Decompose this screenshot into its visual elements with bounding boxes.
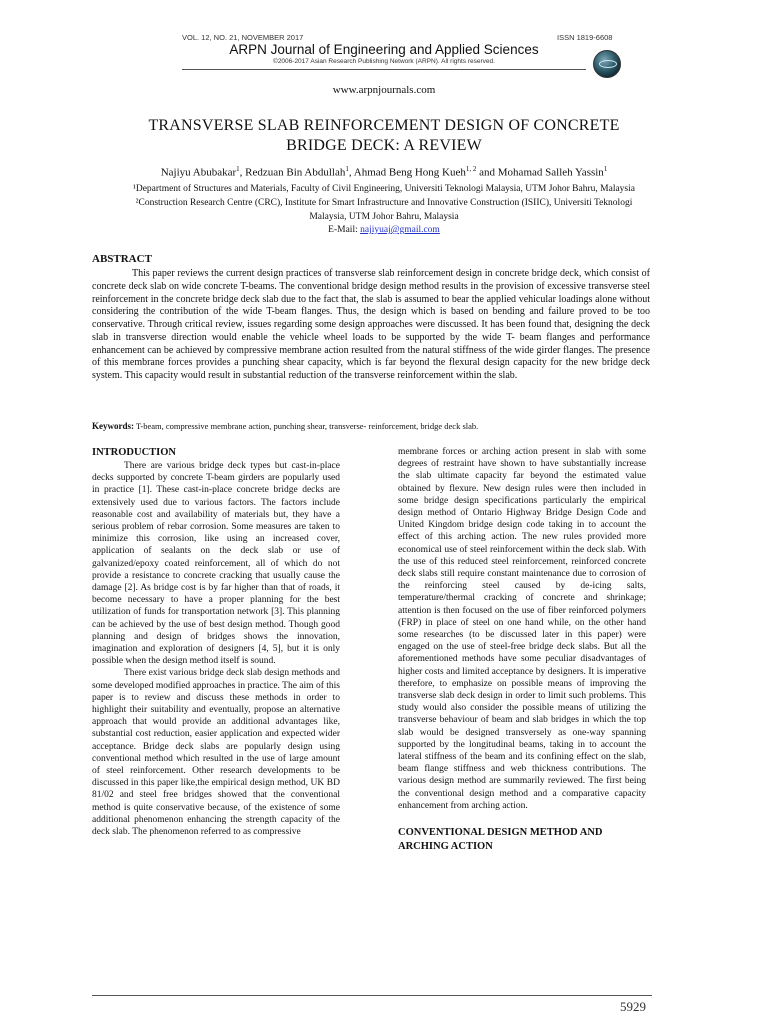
header-rule [182,69,586,70]
author-separator: , [348,166,354,179]
email-line [0,225,768,235]
email-label: E-Mail: [328,225,361,235]
section-heading-introduction: INTRODUCTION [92,447,177,458]
journal-logo-icon [593,50,621,78]
left-column [92,446,340,838]
section-heading-conventional [398,826,646,854]
author-name: Ahmad Beng Hong Kueh [353,166,466,179]
heading-line-1: CONVENTIONAL DESIGN METHOD AND [398,827,603,839]
author-separator: , [239,166,246,179]
author-affil-mark: 1, 2 [465,165,477,173]
abstract-body: This paper reviews the current design practices of transverse slab reinforcement design in concrete bridge deck, which consist of concrete deck slab on wide concrete T-beams. The conventional bridge design method results in the provision of excessive transverse steel reinforcement in the concrete bridge deck slab due to the fact that, the slab is assumed to bear the applied vehicular loadings alone without considering the contribution of the wide T-beam flanges. Thus, the design which is based on bending and failure proved to be too conservative. Through critical review, issues regarding some design approaches were discussed. It has been found that, designing the deck slab in transverse direction would enable the vehicle wheel loads to be supported by the wide T- beam flanges and performance enhancement can be achieved by compressive membrane action resulted from the natural stiffness of the wide girder flanges. The presence of this membrane forces provides a punching shear capacity, which is far beyond the flexural design capacity for the new bridge deck system. This capacity would result in substantial reduction of the transverse reinforcement within the slab. [92,268,650,381]
copyright-notice: ©2006-2017 Asian Research Publishing Network (ARPN). All rights reserved. [273,58,495,65]
paragraph: There are various bridge deck types but cast-in-place decks supported by concrete T-beam girders are popularly used in practice [1]. These cast-in-place concrete bridge decks are extensively used due to various factors. The factors include reasonable cost and availability of materials but, they have a serious problem of rebar corrosion. Some measures are taken to minimize this corrosion, like using an increased cover, application of sealants on the deck slab or use of galvanized/epoxy coated reinforcement, all of which do not provide a resistance to concrete cracking that usually cause the damage [2]. As bridge cost is by far higher than that of roads, it become necessary to have a proper planning for the best utilization of funds for transportation network [3]. This planning can be achieved by the use of best design method. Though good planning and design of bridges shows the innovation, imagination and exploration of designers [4, 5], but it is only possible when the design method itself is sound. [92,461,340,667]
footer-rule [92,995,652,996]
author-name: Mohamad Salleh Yassin [497,166,604,179]
paragraph: membrane forces or arching action present in slab with some degrees of restraint have shown to have substantially increase the slab ultimate capacity far beyond the estimated value obtained by flexure. New design rules were then included in some bridge design specifications particularly the empirical design method of Ontario Highway Bridge Design Code and United Kingdom bridge design code taking in to account the effect of this arching action. The new rules provided more economical use of steel reinforcement within the deck slab. With the use of this reduced steel reinforcement, reinforced concrete deck slabs still require constant maintenance due to corrosion of the reinforcing steel caused by de-icing salts, temperature/thermal cracking of concrete and shrinkage; attention is then focused on the use of fiber reinforced polymers (FRP) in place of steel on one hand while, on the other hand some researches (to be discussed later in this paper) were engaged on the use of steel-free bridge deck slabs. But all the aforementioned methods have some peculiar disadvantages of higher costs and limited acceptance by designers. It is imperative therefore, to emphasize on possible means of improving the transverse slab deck design in order to limit such problems. This study would also consider the possible means of utilizing the transverse behaviour of beam and slab bridges in which the top slab would be designed transversely as one-way spanning supported by the longitudinal beams, taking in to account the lateral stiffness of the beam and its confining effect on the slab, beam flange stiffness and web thickness contributions. The various design method are summarily reviewed. The first being the conventional design method and a comparative capacity enhancement from arching action. [398,447,646,811]
issn: ISSN 1819-6608 [557,33,613,42]
email-link[interactable]: najiyuaj@gmail.com [360,225,440,235]
keywords-list: T-beam, compressive membrane action, punching shear, transverse- reinforcement, bridge deck slab. [134,421,479,431]
journal-name: ARPN Journal of Engineering and Applied Sciences [229,42,539,57]
heading-line-2: ARCHING ACTION [398,841,493,853]
volume-info: VOL. 12, NO. 21, NOVEMBER 2017 [182,33,304,42]
spacer [398,812,646,826]
author-name: Redzuan Bin Abdullah [245,166,346,179]
page-number: 5929 [620,999,646,1014]
author-affil-mark: 1 [236,165,240,173]
paragraph: There exist various bridge deck slab design methods and some developed modified approaches in practice. The aim of this paper is to review and discuss these methods in order to highlight their suitability and eventually, propose an alternative approach that would provide an additional advantages like, substantial cost reduction, easier application and expected wider acceptance. Bridge deck slabs are popularly design using conventional method which resulted in the use of large amount of steel reinforcement. Other research developments to be discussed in this paper like,the empirical design method, UK BD 81/02 and steel free bridges showed that the conventional method is quite conservative because, of the existence of some additional phenomenon enhancing the strength capacity of the deck slab. The phenomenon referred to as compressive [92,668,340,838]
author-affil-mark: 1 [603,165,608,173]
website-url: www.arpnjournals.com [332,84,436,96]
title-line-2: BRIDGE DECK: A REVIEW [286,137,482,154]
author-separator: and [476,166,498,179]
title-line-1: TRANSVERSE SLAB REINFORCEMENT DESIGN OF CONCRETE [148,117,620,134]
affiliation-2-line-1: ²Construction Research Centre (CRC), Institute for Smart Infrastructure and Innovative Construction (ISIIC), Universiti Teknologi [135,198,633,208]
author-list [40,165,728,179]
keywords [92,421,650,431]
keywords-label: Keywords: [92,421,134,431]
author-name: Najiyu Abubakar [160,166,237,179]
abstract-heading: ABSTRACT [92,253,152,265]
paper-title [60,116,708,156]
right-column [398,446,646,854]
affiliation-1: ¹Department of Structures and Materials, Faculty of Civil Engineering, Universiti Teknologi Malaysia, UTM Johor Bahru, Malaysia [133,184,635,194]
author-affil-mark: 1 [345,165,349,173]
affiliation-2-line-2: Malaysia, UTM Johor Bahru, Malaysia [309,212,459,222]
